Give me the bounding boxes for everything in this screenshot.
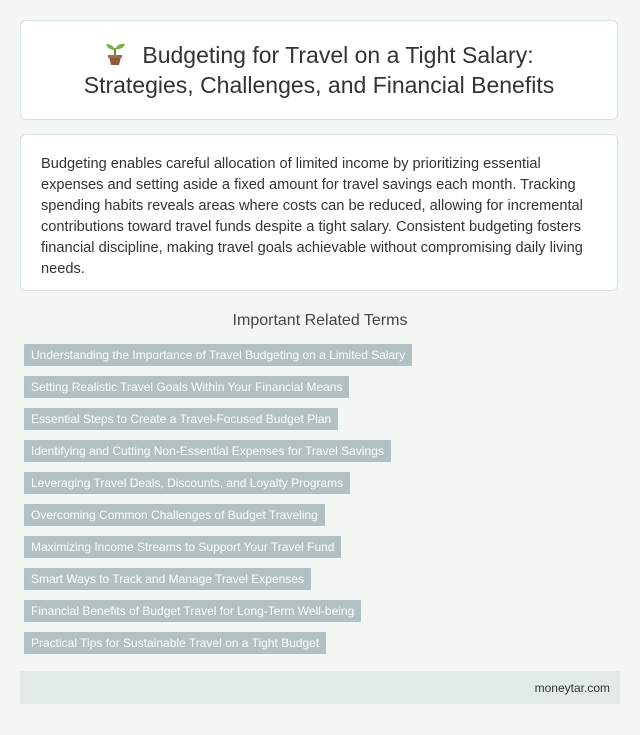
term-tag[interactable]: Financial Benefits of Budget Travel for Long-Term Well-being (24, 600, 361, 622)
intro-paragraph: Budgeting enables careful allocation of limited income by prioritizing essential expenses and setting aside a fixed amount for travel savings each month. Tracking spending habits reveals areas where costs can be reduced, allowing for incremental contributions toward travel funds despite a tight salary. Consistent budgeting fosters financial discipline, making travel goals achievable without compromising daily living needs. (41, 156, 583, 277)
term-tag[interactable]: Identifying and Cutting Non-Essential Expenses for Travel Savings (24, 440, 391, 462)
title-card (20, 20, 618, 120)
term-tag[interactable]: Practical Tips for Sustainable Travel on a Tight Budget (24, 632, 326, 654)
term-tag[interactable]: Maximizing Income Streams to Support Your Travel Fund (24, 536, 341, 558)
footer (20, 671, 620, 704)
intro-card (20, 134, 618, 291)
term-tag[interactable]: Essential Steps to Create a Travel-Focused Budget Plan (24, 408, 338, 430)
term-tag[interactable]: Understanding the Importance of Travel Budgeting on a Limited Salary (24, 344, 412, 366)
related-terms-list (24, 344, 620, 664)
site-name[interactable]: moneytar.com (534, 680, 610, 695)
term-tag[interactable]: Leveraging Travel Deals, Discounts, and Loyalty Programs (24, 472, 350, 494)
term-tag[interactable]: Overcoming Common Challenges of Budget Traveling (24, 504, 325, 526)
title-line-1: Budgeting for Travel on a Tight Salary: (142, 42, 534, 68)
term-tag[interactable]: Setting Realistic Travel Goals Within Your Financial Means (24, 376, 349, 398)
sprout-icon (104, 42, 126, 66)
term-tag[interactable]: Smart Ways to Track and Manage Travel Expenses (24, 568, 311, 590)
title-line-2: Strategies, Challenges, and Financial Benefits (83, 72, 555, 98)
page-title (84, 40, 555, 100)
related-terms-heading: Important Related Terms (232, 312, 408, 329)
